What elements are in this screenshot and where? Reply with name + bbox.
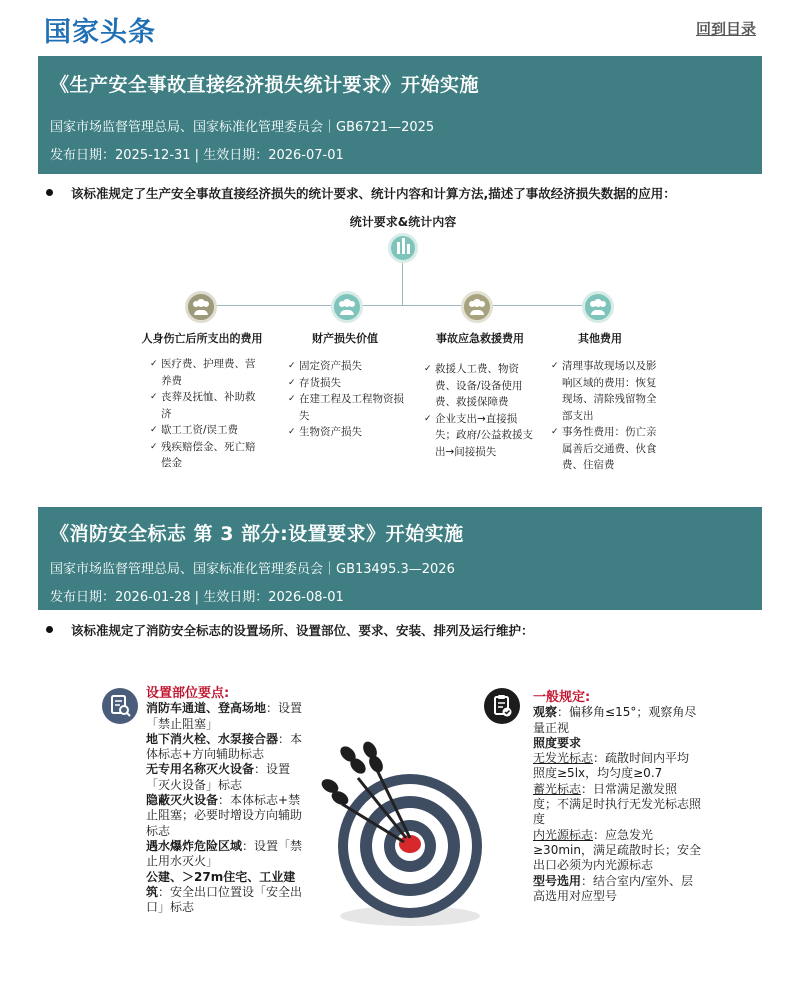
bullet-dot [46,626,53,633]
placement-points-heading: 设置部位要点: [146,686,230,701]
list-item: ✓ 医疗费、护理费、营养费 [150,356,262,389]
casualty-costs-list [150,356,262,472]
document-search-icon [102,688,138,724]
list-item: ✓ 清理事故现场以及影响区域的费用：恢复现场、清除残留物全部支出 [551,358,661,424]
section1-banner [38,56,762,174]
luminous-rule: 蓄光标志：日常满足激发照度；不满足时执行无发光标志照度 [533,781,702,827]
list-item: ✓ 生物资产损失 [288,424,404,441]
list-item: ✓ 在建工程及工程物资损失 [288,391,404,424]
non-luminous-rule: 无发光标志：疏散时间内平均照度≥5lx，均匀度≥0.7 [533,751,690,781]
list-item: ✓ 丧葬及抚恤、补助救济 [150,389,262,422]
section1-issuer: 国家市场监督管理总局、国家标准化管理委员会｜GB6721—2025 [50,120,435,135]
section2-issuer: 国家市场监督管理总局、国家标准化管理委员会｜GB13495.3—2026 [50,562,455,577]
placement-entry: 公建、＞27m住宅、工业建筑：安全出口位置设「安全出口」标志 [146,869,303,915]
property-loss-list [288,358,404,441]
section2-title: 《消防安全标志 第 3 部分:设置要求》开始实施 [50,523,464,545]
list-item: ✓ 企业支出→直接损失；政府/公益救援支出→间接损失 [424,411,536,461]
list-item: ✓ 救援人工费、物资费、设备/设备使用费、救援保障费 [424,361,536,411]
observe-rule: 观察：偏移角≤15°；观察角尽量正视 [533,705,697,735]
placement-entry: 遇水爆炸危险区域：设置「禁止用水灭火」 [146,838,303,869]
placement-points-panel [146,686,308,915]
list-item: ✓ 固定资产损失 [288,358,404,375]
placement-entry: 地下消火栓、水泵接合器：本体标志+方向辅助标志 [146,731,303,762]
people-group-icon [185,291,217,323]
dartboard-target-illustration [318,738,498,942]
column-title-property-loss: 财产损失价值 [312,332,378,345]
list-item: ✓ 存货损失 [288,375,404,392]
rescue-costs-list [424,361,536,460]
diagram-title: 统计要求&统计内容 [349,215,457,229]
internal-light-rule: 内光源标志：应急发光≥30min，满足疏散时长；安全出口必须为内光源标志 [533,827,701,873]
page-title: 国家头条 [44,17,156,48]
model-selection-rule: 型号选用：结合室内/室外、层高选用对应型号 [533,873,694,903]
general-rules-heading: 一般规定: [533,690,591,705]
section2-bullet [46,621,534,639]
list-item: ✓ 事务性费用：伤亡亲属善后交通费、伙食费、住宿费 [551,424,661,474]
section1-dates: 发布日期：2025-12-31 | 生效日期：2026-07-01 [50,148,344,163]
bullet-dot [46,189,53,196]
placement-entry: 隐蔽灭火设备：本体标志+禁止阻塞；必要时增设方向辅助标志 [146,793,303,838]
section1-bullet-text: 该标准规定了生产安全事故直接经济损失的统计要求、统计内容和计算方法,描述了事故经济损失数据的应用： [71,186,676,201]
people-group-icon [582,291,614,323]
clipboard-check-icon [484,688,520,724]
other-costs-list [551,358,661,474]
list-item: ✓ 歇工工资/误工费 [150,422,262,439]
column-title-casualty-costs: 人身伤亡后所支出的费用 [141,332,263,345]
illumination-heading: 照度要求 [533,735,582,750]
section2-dates: 发布日期：2026-01-28 | 生效日期：2026-08-01 [50,590,344,605]
placement-entry: 无专用名称灭火设备：设置「灭火设备」标志 [146,762,291,792]
section2-bullet-text: 该标准规定了消防安全标志的设置场所、设置部位、要求、安装、排列及运行维护： [71,623,534,638]
column-title-rescue-costs: 事故应急救援费用 [436,332,524,345]
section1-title: 《生产安全事故直接经济损失统计要求》开始实施 [50,74,480,96]
placement-entry: 消防车通道、登高场地：设置「禁止阻塞」 [146,701,303,731]
back-to-toc-link[interactable]: 回到目录 [695,20,756,38]
section1-bullet [46,184,676,202]
diagram-connector-vertical [402,263,403,305]
people-group-icon [331,291,363,323]
section2-banner [38,507,762,610]
statistics-hub-icon [388,233,418,263]
people-group-icon [461,291,493,323]
diagram-connector-horizontal [200,305,598,306]
general-rules-panel [533,690,701,904]
column-title-other-costs: 其他费用 [578,332,622,345]
list-item: ✓ 残疾赔偿金、死亡赔偿金 [150,439,262,472]
